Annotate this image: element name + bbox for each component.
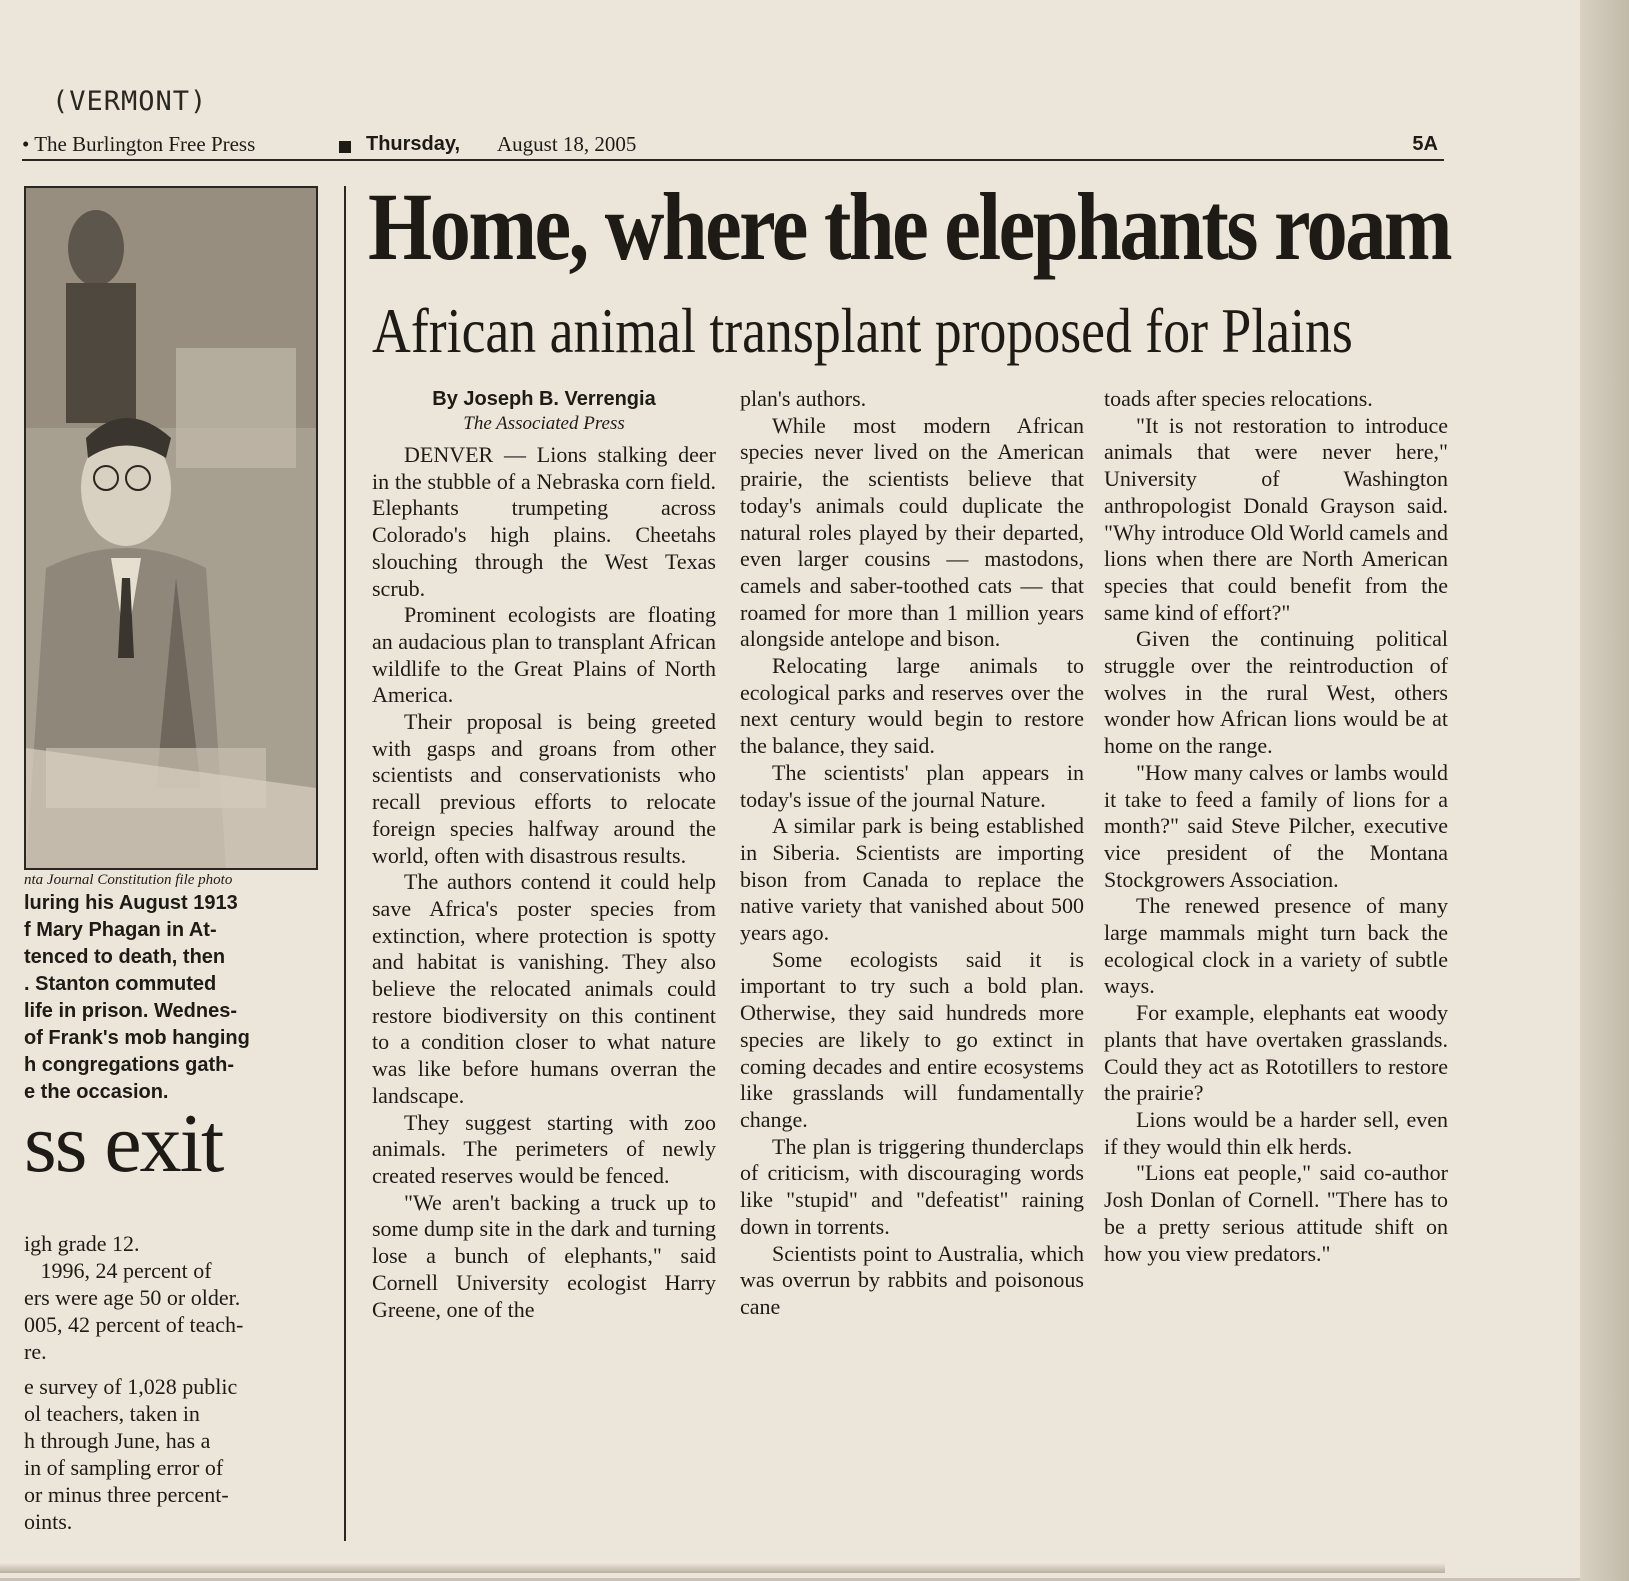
paragraph: The authors contend it could help save Africa's poster species from extinction, where protection is spotty and habitat is vanishing. They also believe the relocated animals could restore biodiversity on this continent to a condition closer to what nature was like before humans overran the landscape. <box>372 869 716 1108</box>
archival-photo <box>24 186 318 870</box>
left-body-line: e survey of 1,028 public <box>24 1374 238 1399</box>
photo-credit: nta Journal Constitution file photo <box>24 872 233 888</box>
caption-line: e the occasion. <box>24 1081 169 1103</box>
left-story-headline: ss exit <box>24 1097 223 1190</box>
left-body-line: igh grade 12. <box>24 1231 140 1256</box>
folio-date: August 18, 2005 <box>497 132 637 156</box>
left-story-body <box>24 1230 318 1535</box>
paragraph: "We aren't backing a truck up to some dump site in the dark and turning lose a bunch of elephants," said Cornell University ecologist Harry Greene, one of the <box>372 1189 716 1322</box>
left-body-line: re. <box>24 1339 47 1364</box>
article-column-3 <box>1104 386 1448 1267</box>
state-stamp: (VERMONT) <box>52 86 208 117</box>
caption-line: h congregations gath- <box>24 1054 234 1076</box>
paragraph: Prominent ecologists are floating an audacious plan to transplant African wildlife to the Great Plains of North America. <box>372 602 716 708</box>
article-column-1 <box>372 386 716 1323</box>
paragraph: For example, elephants eat woody plants that have overtaken grasslands. Could they act as Rototillers to restore the prairie? <box>1104 1000 1448 1106</box>
folio-separator-square <box>339 141 351 153</box>
paragraph: The plan is triggering thunderclaps of criticism, with discouraging words like "stupid" and "defeatist" raining down in torrents. <box>740 1133 1084 1239</box>
paragraph: Lions would be a harder sell, even if they would thin elk herds. <box>1104 1106 1448 1159</box>
left-body-line: in of sampling error of <box>24 1455 224 1480</box>
left-body-line: h through June, has a <box>24 1428 211 1453</box>
paragraph: A similar park is being established in Siberia. Scientists are importing bison from Canada to replace the native variety that vanished about 500 years ago. <box>740 813 1084 946</box>
paragraph: The scientists' plan appears in today's issue of the journal Nature. <box>740 759 1084 812</box>
article-column-2 <box>740 386 1084 1321</box>
paragraph: The renewed presence of many large mammals might turn back the ecological clock in a variety of subtle ways. <box>1104 893 1448 999</box>
publication-name: • The Burlington Free Press <box>22 132 256 156</box>
left-body-line: or minus three percent- <box>24 1482 229 1507</box>
paragraph: "How many calves or lambs would it take to feed a family of lions for a month?" said Steve Pilcher, executive vice president of the Montana Stockgrowers Association. <box>1104 759 1448 892</box>
paragraph: "Lions eat people," said co-author Josh Donlan of Cornell. "There has to be a pretty serious attitude shift on how you view predators." <box>1104 1160 1448 1266</box>
page-edge <box>1580 0 1629 1581</box>
left-body-line: ers were age 50 or older. <box>24 1285 241 1310</box>
photo-illustration <box>26 188 316 868</box>
photo-caption <box>24 890 314 1106</box>
article-subhead: African animal transplant proposed for Plains <box>372 295 1353 366</box>
paragraph: Scientists point to Australia, which was overrun by rabbits and poisonous cane <box>740 1240 1084 1319</box>
paragraph: While most modern African species never lived on the American prairie, the scientists believe that today's animals could duplicate the natural roles played by their departed, even larger cousins — mastodons, camels and saber-toothed cats — that roamed for more than 1 million years alongside antelope and bison. <box>740 412 1084 652</box>
page-number: 5A <box>1412 133 1438 155</box>
paragraph: Relocating large animals to ecological parks and reserves over the next century would begin to restore the balance, they said. <box>740 653 1084 759</box>
paragraph: DENVER — Lions stalking deer in the stubble of a Nebraska corn field. Elephants trumpeting across Colorado's high plains. Cheetahs slouching through the West Texas scrub. <box>372 442 716 601</box>
folio-rule <box>22 159 1444 161</box>
paragraph: Some ecologists said it is important to try such a bold plan. Otherwise, they said hundreds more species are likely to go extinct in coming decades and entire ecosystems like grasslands will fundamentally change. <box>740 946 1084 1132</box>
caption-line: . Stanton commuted <box>24 973 217 995</box>
left-body-line: 1996, 24 percent of <box>24 1258 212 1283</box>
folio-day: Thursday, <box>366 133 461 155</box>
paragraph: Given the continuing political struggle over the reintroduction of wolves in the rural West, others wonder how African lions would be at home on the range. <box>1104 626 1448 759</box>
paragraph: Their proposal is being greeted with gasps and groans from other scientists and conservationists who recall previous efforts to relocate foreign species halfway around the world, often with disastrous results. <box>372 709 716 868</box>
page-bottom-edge <box>0 1563 1445 1573</box>
paragraph: "It is not restoration to introduce animals that were never here," University of Washington anthropologist Donald Grayson said. "Why introduce Old World camels and lions when there are North American species that could benefit from the same kind of effort?" <box>1104 412 1448 625</box>
column-rule <box>344 186 346 1541</box>
caption-line: f Mary Phagan in At- <box>24 919 217 941</box>
caption-line: tenced to death, then <box>24 946 226 968</box>
byline: By Joseph B. Verrengia <box>432 388 656 410</box>
paragraph: They suggest starting with zoo animals. The perimeters of newly created reserves would be fenced. <box>372 1109 716 1188</box>
caption-line: luring his August 1913 <box>24 892 238 914</box>
left-body-line: ol teachers, taken in <box>24 1401 200 1426</box>
wire-service: The Associated Press <box>463 413 625 434</box>
caption-line: life in prison. Wednes- <box>24 1000 237 1022</box>
caption-line: of Frank's mob hanging <box>24 1027 250 1049</box>
left-body-line: 005, 42 percent of teach- <box>24 1312 244 1337</box>
paragraph-continued: plan's authors. <box>740 386 867 411</box>
paragraph-continued: toads after species relocations. <box>1104 386 1373 411</box>
left-body-line: oints. <box>24 1509 73 1534</box>
article-headline: Home, where the elephants roam <box>368 173 1451 280</box>
folio-line <box>22 132 1444 160</box>
